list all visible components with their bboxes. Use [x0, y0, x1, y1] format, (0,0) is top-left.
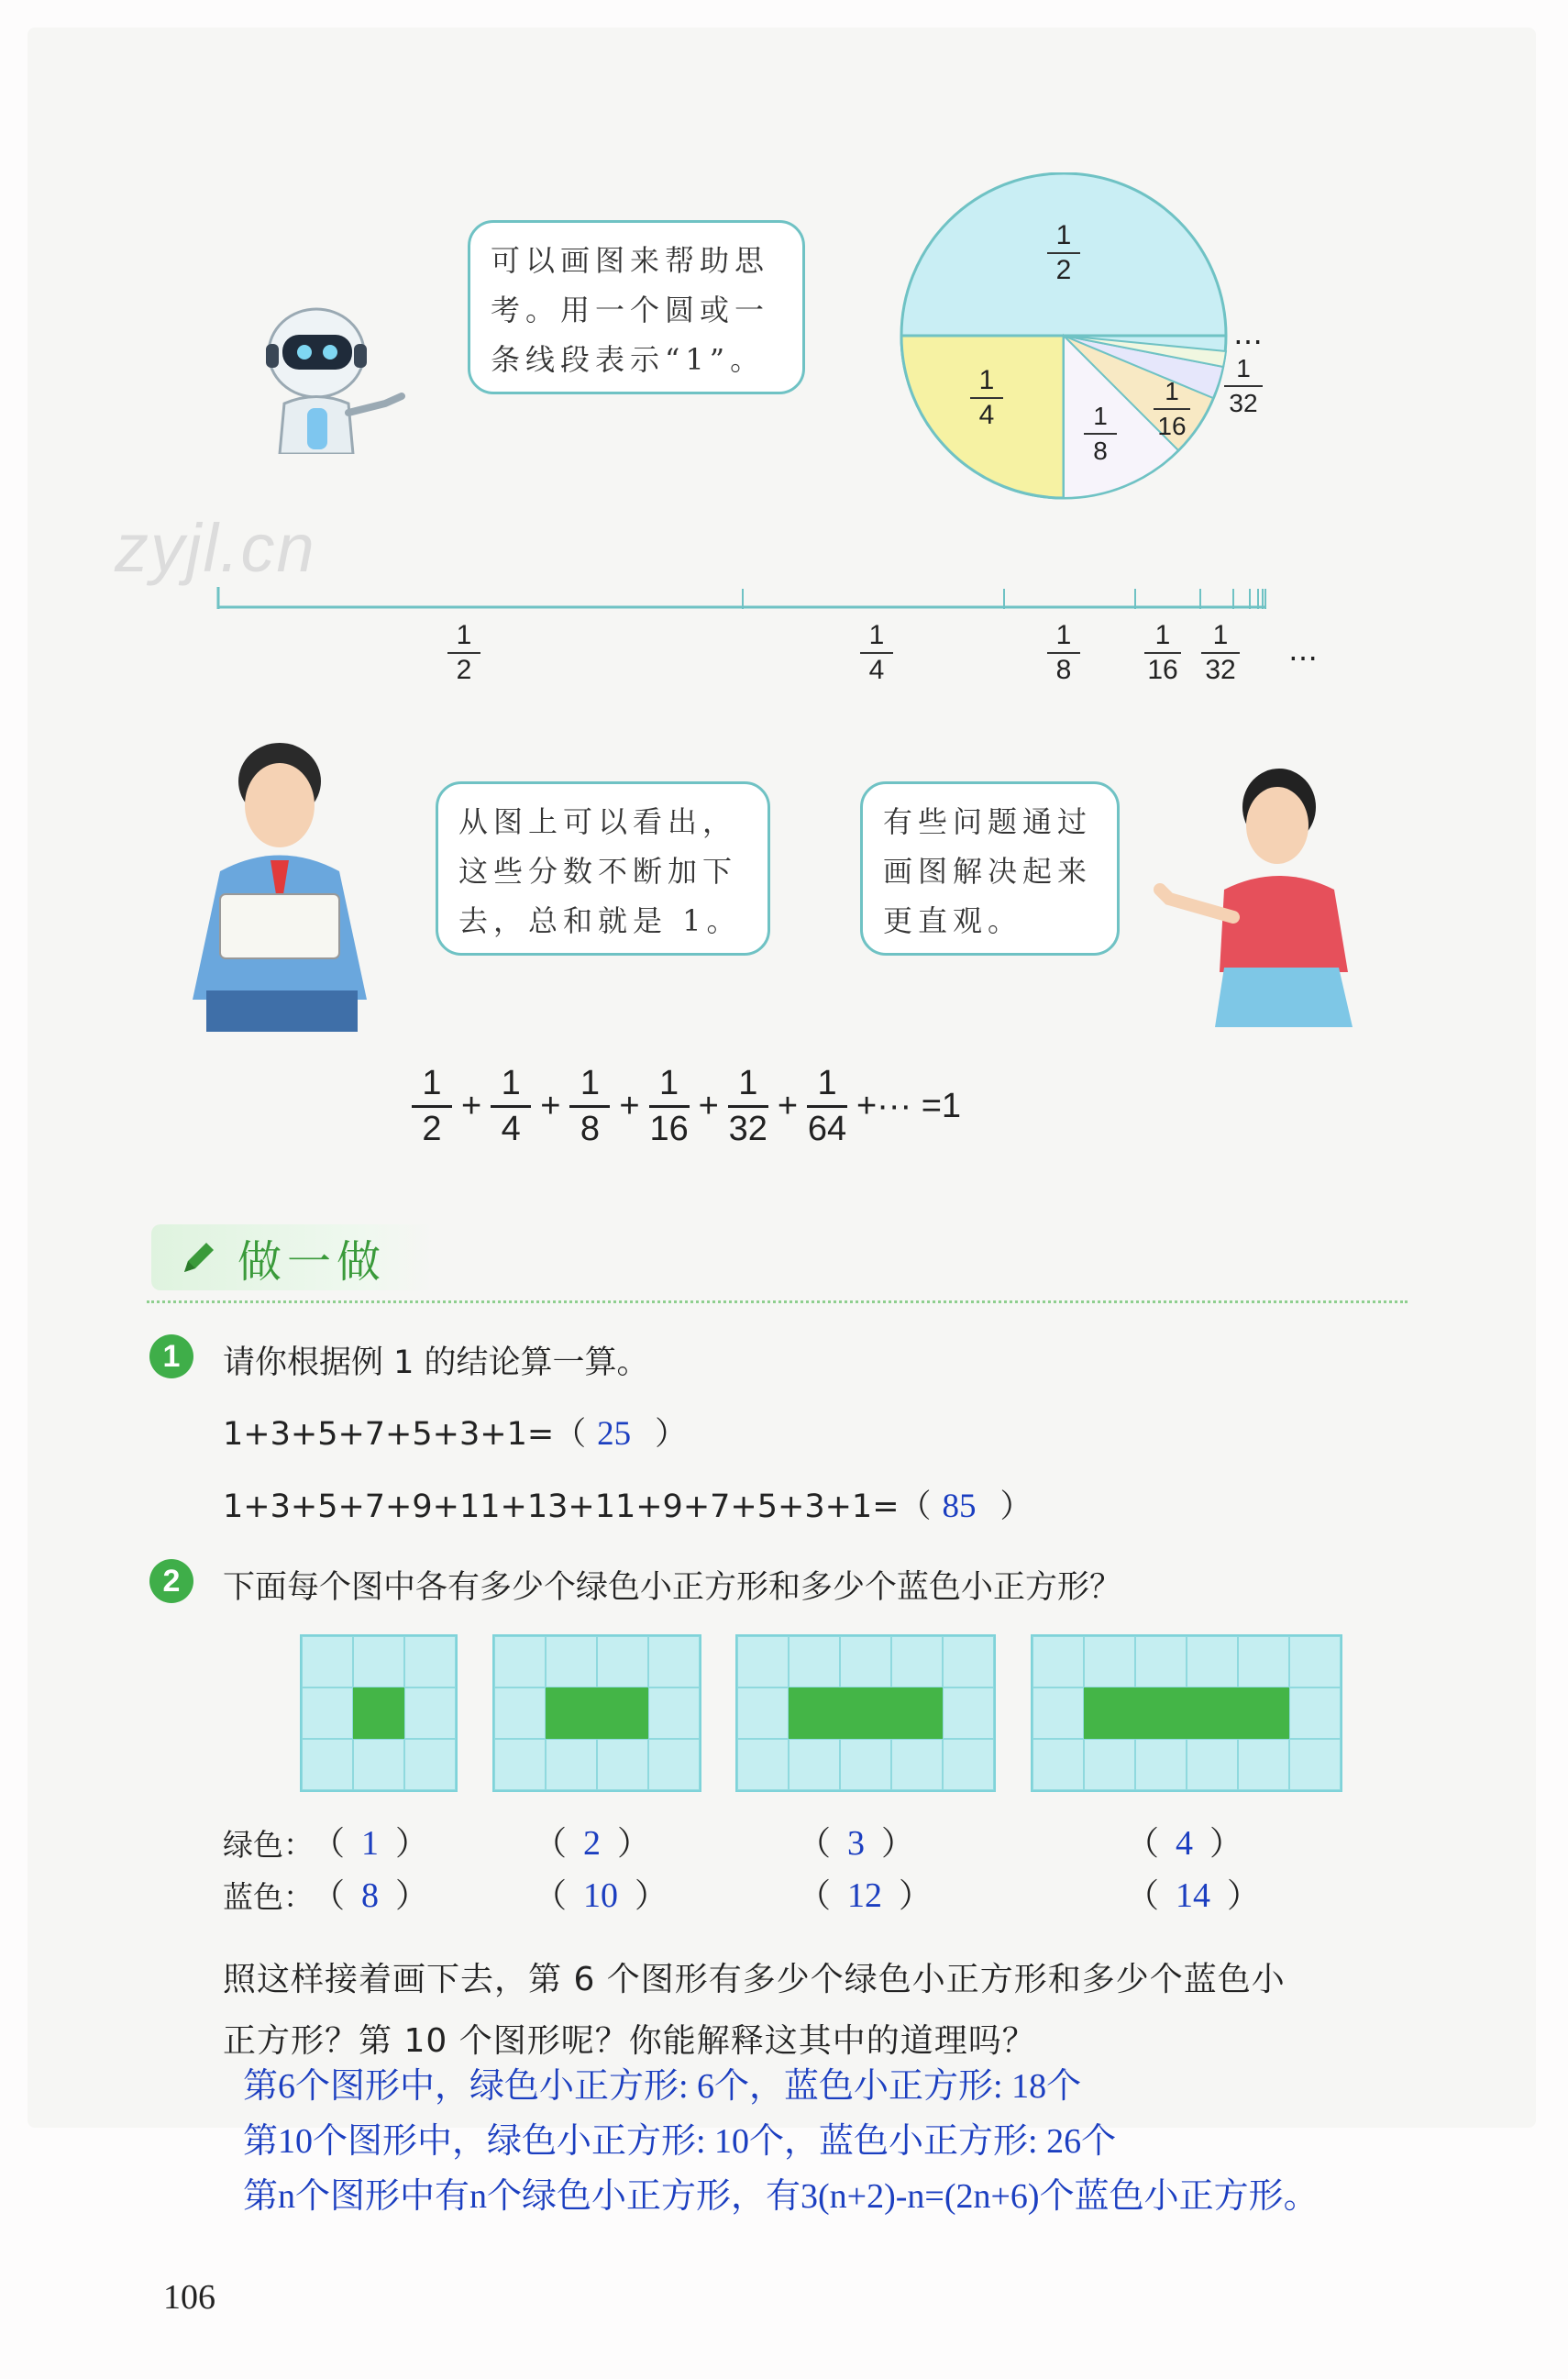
watermark-text: zyjl.cn [115, 510, 316, 586]
q1-line1-close: ） [655, 1416, 688, 1453]
green-answer-value: 4 [1176, 1824, 1194, 1863]
blue-answer-value: 8 [361, 1876, 380, 1915]
paren-open: （ [1126, 1825, 1160, 1863]
green-label: 绿色： [223, 1827, 314, 1863]
girl-speech-bubble: 有些问题通过 画图解决起来 更直观。 [860, 781, 1120, 956]
paren-close: ） [899, 1877, 933, 1915]
blue-answer-1 [312, 1870, 428, 1917]
paren-open: （ [1126, 1877, 1160, 1915]
segment-label-half: 1 2 [447, 620, 480, 686]
paren-close: ） [1227, 1877, 1261, 1915]
paren-open: （ [312, 1825, 346, 1863]
q1-line2-expression: 1+3+5+7+9+11+13+11+9+7+5+3+1=（ [223, 1488, 932, 1525]
q2-follow-line1: 照这样接着画下去，第 6 个图形有多少个绿色小正方形和多少个蓝色小 [223, 1961, 1286, 1998]
pie-label-sixteenth: 1 16 [1154, 376, 1190, 442]
plus-sign: + [619, 1087, 640, 1125]
equation-term-sixteenth: 1 16 [649, 1064, 689, 1148]
q1-line1 [223, 1409, 687, 1455]
paren-close: ） [1209, 1825, 1243, 1863]
green-answer-value: 1 [361, 1824, 380, 1863]
paren-open: （ [798, 1825, 832, 1863]
segment-label-quarter: 1 4 [860, 620, 893, 686]
blue-answer-value: 12 [847, 1876, 883, 1915]
equation-term-eighth: 1 8 [569, 1064, 610, 1149]
pie-ellipsis: … [1233, 316, 1263, 351]
green-answer-1 [312, 1818, 428, 1864]
blue-answer-value: 14 [1176, 1876, 1211, 1915]
segment-label-eighth: 1 8 [1047, 620, 1080, 686]
pencil-icon [179, 1237, 219, 1278]
boy-illustration [183, 734, 381, 1036]
green-answer-2 [534, 1818, 650, 1864]
pie-label-half: 1 2 [1047, 220, 1080, 286]
q1-prompt: 请你根据例 1 的结论算一算。 [223, 1344, 649, 1381]
paren-close: ） [395, 1877, 429, 1915]
plus-sign: + [777, 1087, 799, 1125]
plus-sign: + [461, 1087, 482, 1125]
q1-answer1: 25 [597, 1415, 632, 1453]
paren-close: ） [635, 1877, 668, 1915]
equation-tail: +··· =1 [856, 1087, 962, 1125]
q2-prompt: 下面每个图中各有多少个绿色小正方形和多少个蓝色小正方形？ [223, 1569, 1122, 1606]
question-number-1: 1 [149, 1334, 193, 1378]
pattern-grid-3 [735, 1634, 996, 1792]
section-heading [151, 1224, 436, 1290]
pattern-grid-1 [300, 1634, 458, 1792]
equation-term-sixtyfourth: 1 64 [807, 1064, 847, 1148]
paren-close: ） [395, 1825, 429, 1863]
equation-term-quarter: 1 4 [491, 1064, 531, 1149]
pie-label-thirtysecond: 1 32 [1224, 353, 1263, 419]
section-divider [147, 1300, 1408, 1303]
pie-label-eighth: 1 8 [1084, 401, 1117, 467]
paren-open: （ [798, 1877, 832, 1915]
handwritten-answer-2: 第10个图形中，绿色小正方形: 10个，蓝色小正方形: 26个 [243, 2122, 1117, 2161]
green-answer-3 [798, 1818, 914, 1864]
green-answer-value: 3 [847, 1824, 866, 1863]
section-heading-text: 做一做 [237, 1235, 387, 1288]
green-answer-value: 2 [583, 1824, 602, 1863]
blue-answer-4 [1126, 1870, 1260, 1917]
blue-answer-3 [798, 1870, 932, 1917]
q1-line2 [223, 1481, 1032, 1527]
pie-label-quarter: 1 4 [970, 365, 1003, 431]
question-number-2: 2 [149, 1559, 193, 1603]
equation-term-half: 1 2 [412, 1064, 452, 1149]
paren-open: （ [312, 1877, 346, 1915]
robot-illustration [257, 293, 413, 454]
pattern-grid-2 [492, 1634, 701, 1792]
girl-illustration [1132, 761, 1371, 1036]
pattern-grid-4 [1031, 1634, 1342, 1792]
segment-ellipsis: … [1288, 633, 1318, 668]
plus-sign: + [698, 1087, 719, 1125]
blue-answer-2 [534, 1870, 668, 1917]
sum-equation [408, 1064, 966, 1149]
paren-open: （ [534, 1877, 568, 1915]
q1-line2-close: ） [999, 1488, 1032, 1525]
blue-answer-value: 10 [583, 1876, 619, 1915]
boy-speech-bubble: 从图上可以看出， 这些分数不断加下 去，总和就是 1。 [436, 781, 770, 956]
segment-label-thirtysecond: 1 32 [1201, 620, 1240, 686]
blue-label: 蓝色： [223, 1879, 314, 1915]
q1-answer2: 85 [942, 1488, 977, 1525]
handwritten-answer-3: 第n个图形中有n个绿色小正方形，有3(n+2)-n=(2n+6)个蓝色小正方形。 [243, 2177, 1319, 2216]
q2-follow-line2: 正方形？第 10 个图形呢？你能解释这其中的道理吗？ [223, 2022, 1036, 2060]
robot-speech-bubble: 可以画图来帮助思 考。用一个圆或一 条线段表示“1”。 [468, 220, 805, 394]
paren-open: （ [534, 1825, 568, 1863]
page-number: 106 [163, 2278, 215, 2317]
handwritten-answer-1: 第6个图形中，绿色小正方形: 6个，蓝色小正方形: 18个 [243, 2067, 1082, 2106]
segment-label-sixteenth: 1 16 [1144, 620, 1181, 686]
paren-close: ） [881, 1825, 915, 1863]
green-answer-4 [1126, 1818, 1242, 1864]
q1-line1-expression: 1+3+5+7+5+3+1=（ [223, 1416, 587, 1453]
equation-term-thirtysecond: 1 32 [728, 1064, 767, 1148]
plus-sign: + [540, 1087, 561, 1125]
segment-line [211, 569, 1275, 614]
paren-close: ） [617, 1825, 651, 1863]
